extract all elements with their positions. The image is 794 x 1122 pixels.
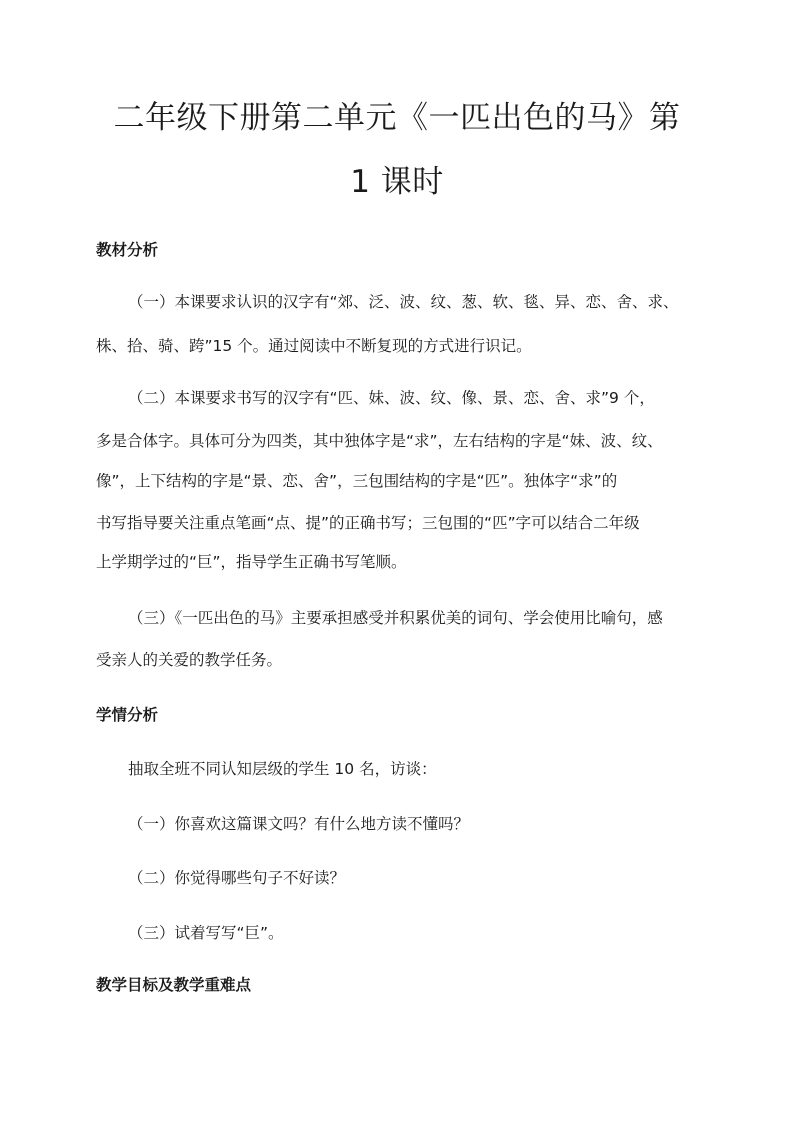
section-heading-student-analysis: 学情分析 xyxy=(96,706,159,724)
paragraph-line: 书写指导要关注重点笔画“点、提”的正确书写；三包围的“匹”字可以结合二年级 xyxy=(96,514,640,532)
document-title-line-1: 二年级下册第二单元《一匹出色的马》第 xyxy=(113,100,681,136)
document-title-line-2: 1 课时 xyxy=(350,164,444,200)
interview-question: （二）你觉得哪些句子不好读？ xyxy=(128,869,346,887)
interview-question: （三）试着写写“巨”。 xyxy=(128,924,284,942)
paragraph-line: 抽取全班不同认知层级的学生 10 名，访谈： xyxy=(128,760,437,778)
paragraph-line: 受亲人的关爱的教学任务。 xyxy=(96,651,283,669)
paragraph-line: （三）《一匹出色的马》主要承担感受并积累优美的词句、学会使用比喻句，感 xyxy=(128,609,663,627)
paragraph-line: （一）本课要求认识的汉字有“郊、泛、波、纹、葱、软、毯、异、恋、舍、求、 xyxy=(128,293,679,311)
section-heading-teaching-goals: 教学目标及教学重难点 xyxy=(96,976,252,994)
paragraph-line: 多是合体字。具体可分为四类，其中独体字是“求”，左右结构的字是“妹、波、纹、 xyxy=(96,432,663,450)
interview-question: （一）你喜欢这篇课文吗？有什么地方读不懂吗？ xyxy=(128,815,470,833)
section-heading-material-analysis: 教材分析 xyxy=(96,241,159,259)
paragraph-line: 上学期学过的“巨”，指导学生正确书写笔顺。 xyxy=(96,553,407,571)
paragraph-line: （二）本课要求书写的汉字有“匹、妹、波、纹、像、景、恋、舍、求”9 个， xyxy=(128,389,655,407)
paragraph-line: 株、拾、骑、跨”15 个。通过阅读中不断复现的方式进行识记。 xyxy=(96,337,532,355)
paragraph-line: 像”，上下结构的字是“景、恋、舍”，三包围结构的字是“匹”。独体字“求”的 xyxy=(96,472,618,490)
